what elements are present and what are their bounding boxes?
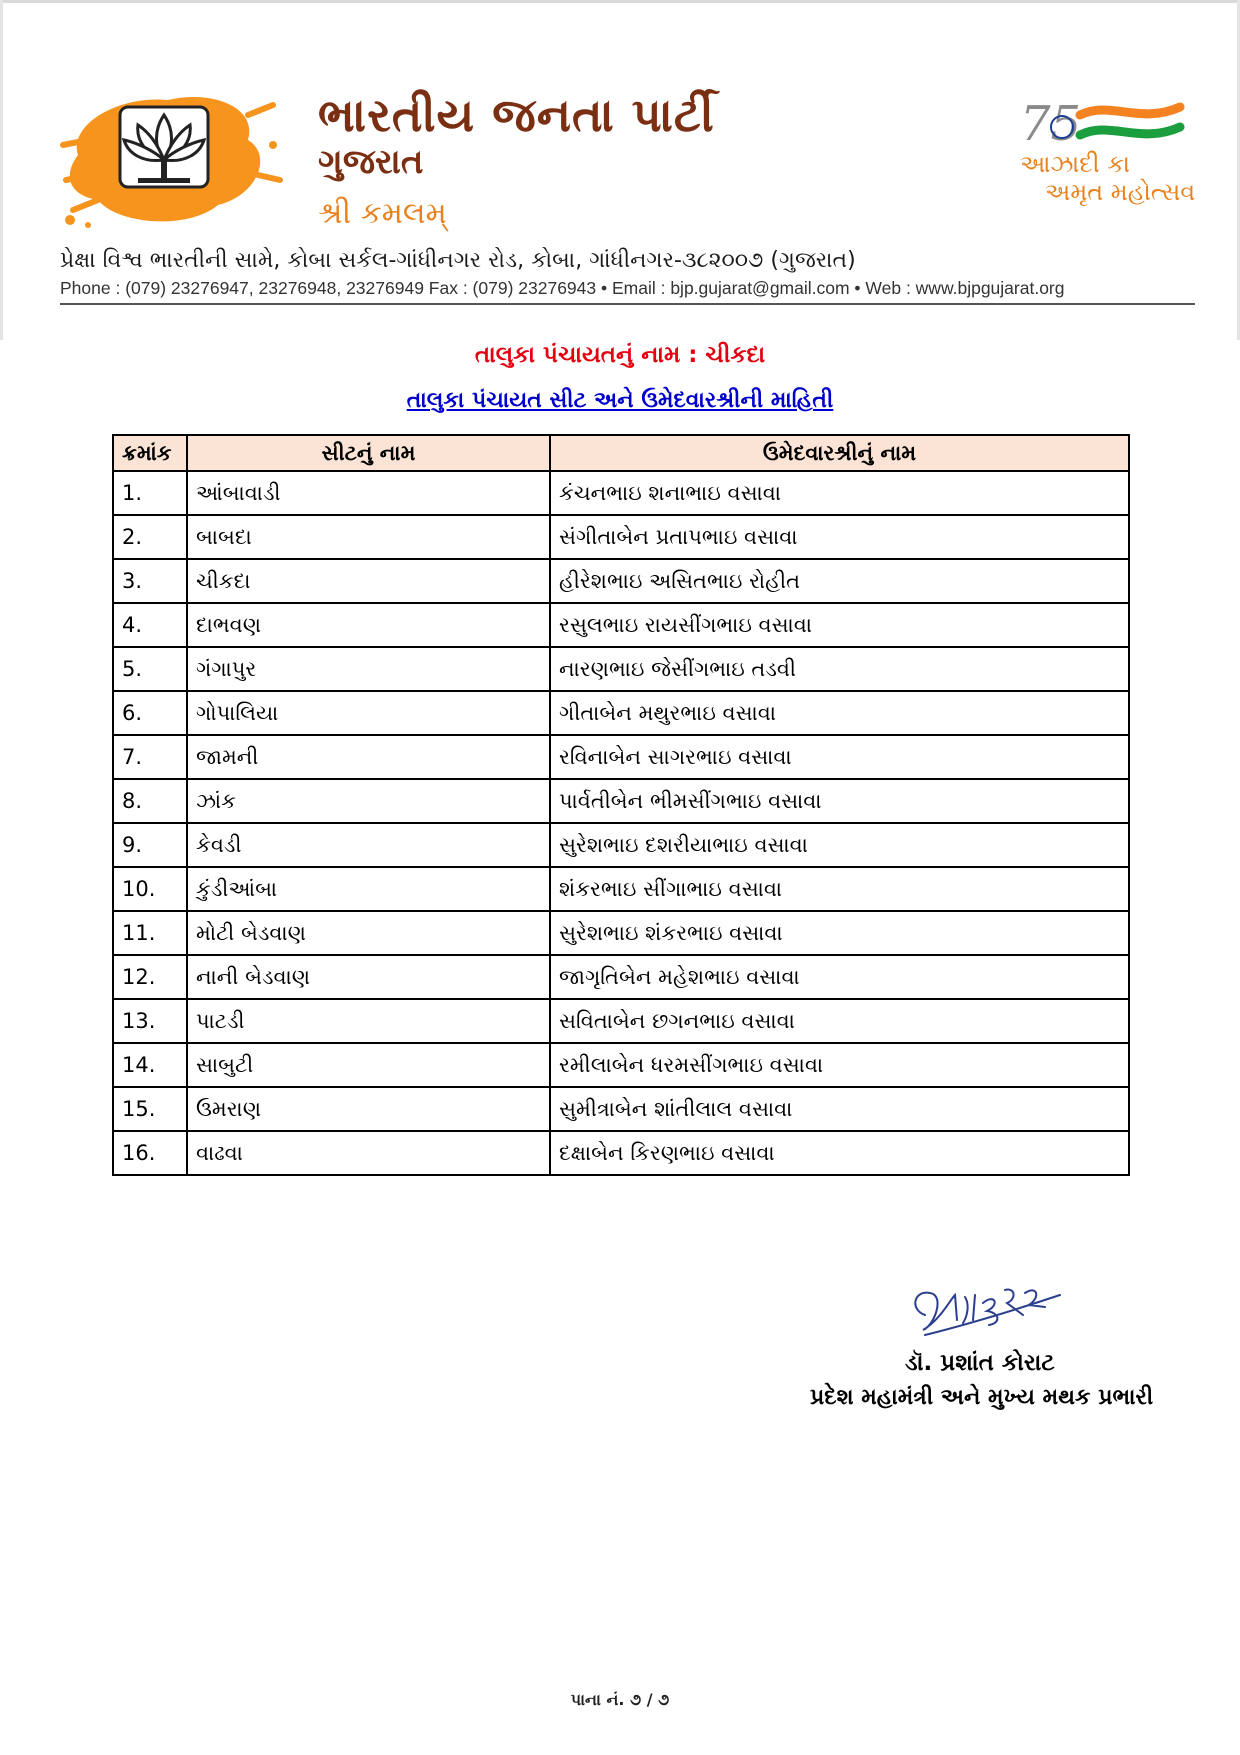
signatory-name: ડૉ. પ્રશાંત કોરાટ bbox=[905, 1350, 1055, 1376]
candidate-cell: સુરેશભાઇ દશરીયાભાઇ વસાવા bbox=[550, 823, 1129, 867]
seat-cell: દાભવણ bbox=[187, 603, 550, 647]
seat-cell: આંબાવાડી bbox=[187, 471, 550, 515]
seat-cell: સાબુટી bbox=[187, 1043, 550, 1087]
serial-cell: 16. bbox=[113, 1131, 187, 1175]
serial-cell: 10. bbox=[113, 867, 187, 911]
candidate-cell: કંચનભાઇ શનાભાઇ વસાવા bbox=[550, 471, 1129, 515]
serial-cell: 12. bbox=[113, 955, 187, 999]
seat-cell: જામની bbox=[187, 735, 550, 779]
serial-cell: 8. bbox=[113, 779, 187, 823]
candidate-cell: રસુલભાઇ રાયસીંગભાઇ વસાવા bbox=[550, 603, 1129, 647]
candidate-table bbox=[112, 434, 1130, 1176]
seat-cell: પાટડી bbox=[187, 999, 550, 1043]
candidate-cell: સંગીતાબેન પ્રતાપભાઇ વસાવા bbox=[550, 515, 1129, 559]
seat-cell: ઉમરાણ bbox=[187, 1087, 550, 1131]
seat-cell: ચીકદા bbox=[187, 559, 550, 603]
table-row bbox=[113, 691, 1129, 735]
serial-cell: 9. bbox=[113, 823, 187, 867]
candidate-cell: જાગૃતિબેન મહેશભાઇ વસાવા bbox=[550, 955, 1129, 999]
azadi-75-logo bbox=[1020, 95, 1200, 155]
seat-cell: કેવડી bbox=[187, 823, 550, 867]
serial-cell: 11. bbox=[113, 911, 187, 955]
table-row bbox=[113, 515, 1129, 559]
seat-cell: વાઢવા bbox=[187, 1131, 550, 1175]
serial-cell: 14. bbox=[113, 1043, 187, 1087]
bjp-lotus-logo bbox=[58, 85, 283, 230]
candidate-cell: શંકરભાઇ સીંગાભાઇ વસાવા bbox=[550, 867, 1129, 911]
table-row bbox=[113, 823, 1129, 867]
header-seat-name: સીટનું નામ bbox=[187, 435, 550, 471]
signatory-designation: પ્રદેશ મહામંત્રી અને મુખ્ય મથક પ્રભારી bbox=[810, 1385, 1154, 1410]
candidate-cell: રવિનાબેન સાગરભાઇ વસાવા bbox=[550, 735, 1129, 779]
seat-cell: ગોપાલિયા bbox=[187, 691, 550, 735]
table-row bbox=[113, 471, 1129, 515]
table-header-row bbox=[113, 435, 1129, 471]
candidate-cell: સુરેશભાઇ શંકરભાઇ વસાવા bbox=[550, 911, 1129, 955]
seat-cell: કુંડીઆંબા bbox=[187, 867, 550, 911]
table-row bbox=[113, 603, 1129, 647]
party-name: ભારતીય જનતા પાર્ટી bbox=[318, 88, 715, 142]
header-serial: ક્રમાંક bbox=[113, 435, 187, 471]
serial-cell: 15. bbox=[113, 1087, 187, 1131]
table-subtitle: તાલુકા પંચાયત સીટ અને ઉમેદવારશ્રીની માહિતી bbox=[406, 388, 834, 413]
seat-cell: મોટી બેડવાણ bbox=[187, 911, 550, 955]
svg-text:75: 75 bbox=[1020, 96, 1082, 152]
table-row bbox=[113, 867, 1129, 911]
candidate-cell: સુમીત્રાબેન શાંતીલાલ વસાવા bbox=[550, 1087, 1129, 1131]
seat-cell: ઝાંક bbox=[187, 779, 550, 823]
office-address: પ્રેક્ષા વિશ્વ ભારતીની સામે, કોબા સર્કલ-ગાંધીનગર રોડ, કોબા, ગાંધીનગર-૩૮૨૦૦૭ (ગુજરાત) bbox=[60, 248, 856, 273]
handwritten-signature bbox=[905, 1275, 1065, 1345]
page-top-border bbox=[0, 0, 1240, 3]
candidate-cell: હીરેશભાઇ અસિતભાઇ રોહીત bbox=[550, 559, 1129, 603]
table-row bbox=[113, 1087, 1129, 1131]
serial-cell: 6. bbox=[113, 691, 187, 735]
candidate-cell: સવિતાબેન છગનભાઇ વસાવા bbox=[550, 999, 1129, 1043]
serial-cell: 13. bbox=[113, 999, 187, 1043]
serial-cell: 2. bbox=[113, 515, 187, 559]
serial-cell: 1. bbox=[113, 471, 187, 515]
table-row bbox=[113, 735, 1129, 779]
serial-cell: 3. bbox=[113, 559, 187, 603]
candidate-cell: રમીલાબેન ધરમસીંગભાઇ વસાવા bbox=[550, 1043, 1129, 1087]
state-name: ગુજરાત bbox=[318, 142, 424, 182]
table-row bbox=[113, 647, 1129, 691]
table-row bbox=[113, 1043, 1129, 1087]
seat-cell: નાની બેડવાણ bbox=[187, 955, 550, 999]
page-number: પાના નં. ૭ / ૭ bbox=[570, 1690, 670, 1709]
table-row bbox=[113, 1131, 1129, 1175]
serial-cell: 5. bbox=[113, 647, 187, 691]
seat-cell: બાબદા bbox=[187, 515, 550, 559]
header-candidate-name: ઉમેદવારશ્રીનું નામ bbox=[550, 435, 1129, 471]
table-row bbox=[113, 911, 1129, 955]
azadi-text-line2: અમૃત મહોત્સવ bbox=[1045, 178, 1196, 206]
candidate-cell: દક્ષાબેન કિરણભાઇ વસાવા bbox=[550, 1131, 1129, 1175]
panchayat-title: તાલુકા પંચાયતનું નામ : ચીકદા bbox=[474, 342, 766, 368]
candidate-cell: ગીતાબેન મથુરભાઇ વસાવા bbox=[550, 691, 1129, 735]
azadi-text-line1: આઝાદી કા bbox=[1020, 150, 1131, 178]
candidate-cell: પાર્વતીબેન ભીમસીંગભાઇ વસાવા bbox=[550, 779, 1129, 823]
contact-details: Phone : (079) 23276947, 23276948, 23276949 Fax : (079) 23276943 • Email : bjp.gujarat@gmail.com • Web : www.bjpgujarat.org bbox=[60, 278, 1065, 298]
seat-cell: ગંગાપુર bbox=[187, 647, 550, 691]
header-divider bbox=[60, 303, 1195, 305]
table-row bbox=[113, 779, 1129, 823]
office-name: શ્રી કમલમ્ bbox=[318, 196, 447, 231]
page-left-border bbox=[0, 0, 3, 340]
serial-cell: 4. bbox=[113, 603, 187, 647]
table-row bbox=[113, 559, 1129, 603]
serial-cell: 7. bbox=[113, 735, 187, 779]
table-row bbox=[113, 955, 1129, 999]
candidate-cell: નારણભાઇ જેસીંગભાઇ તડવી bbox=[550, 647, 1129, 691]
table-row bbox=[113, 999, 1129, 1043]
